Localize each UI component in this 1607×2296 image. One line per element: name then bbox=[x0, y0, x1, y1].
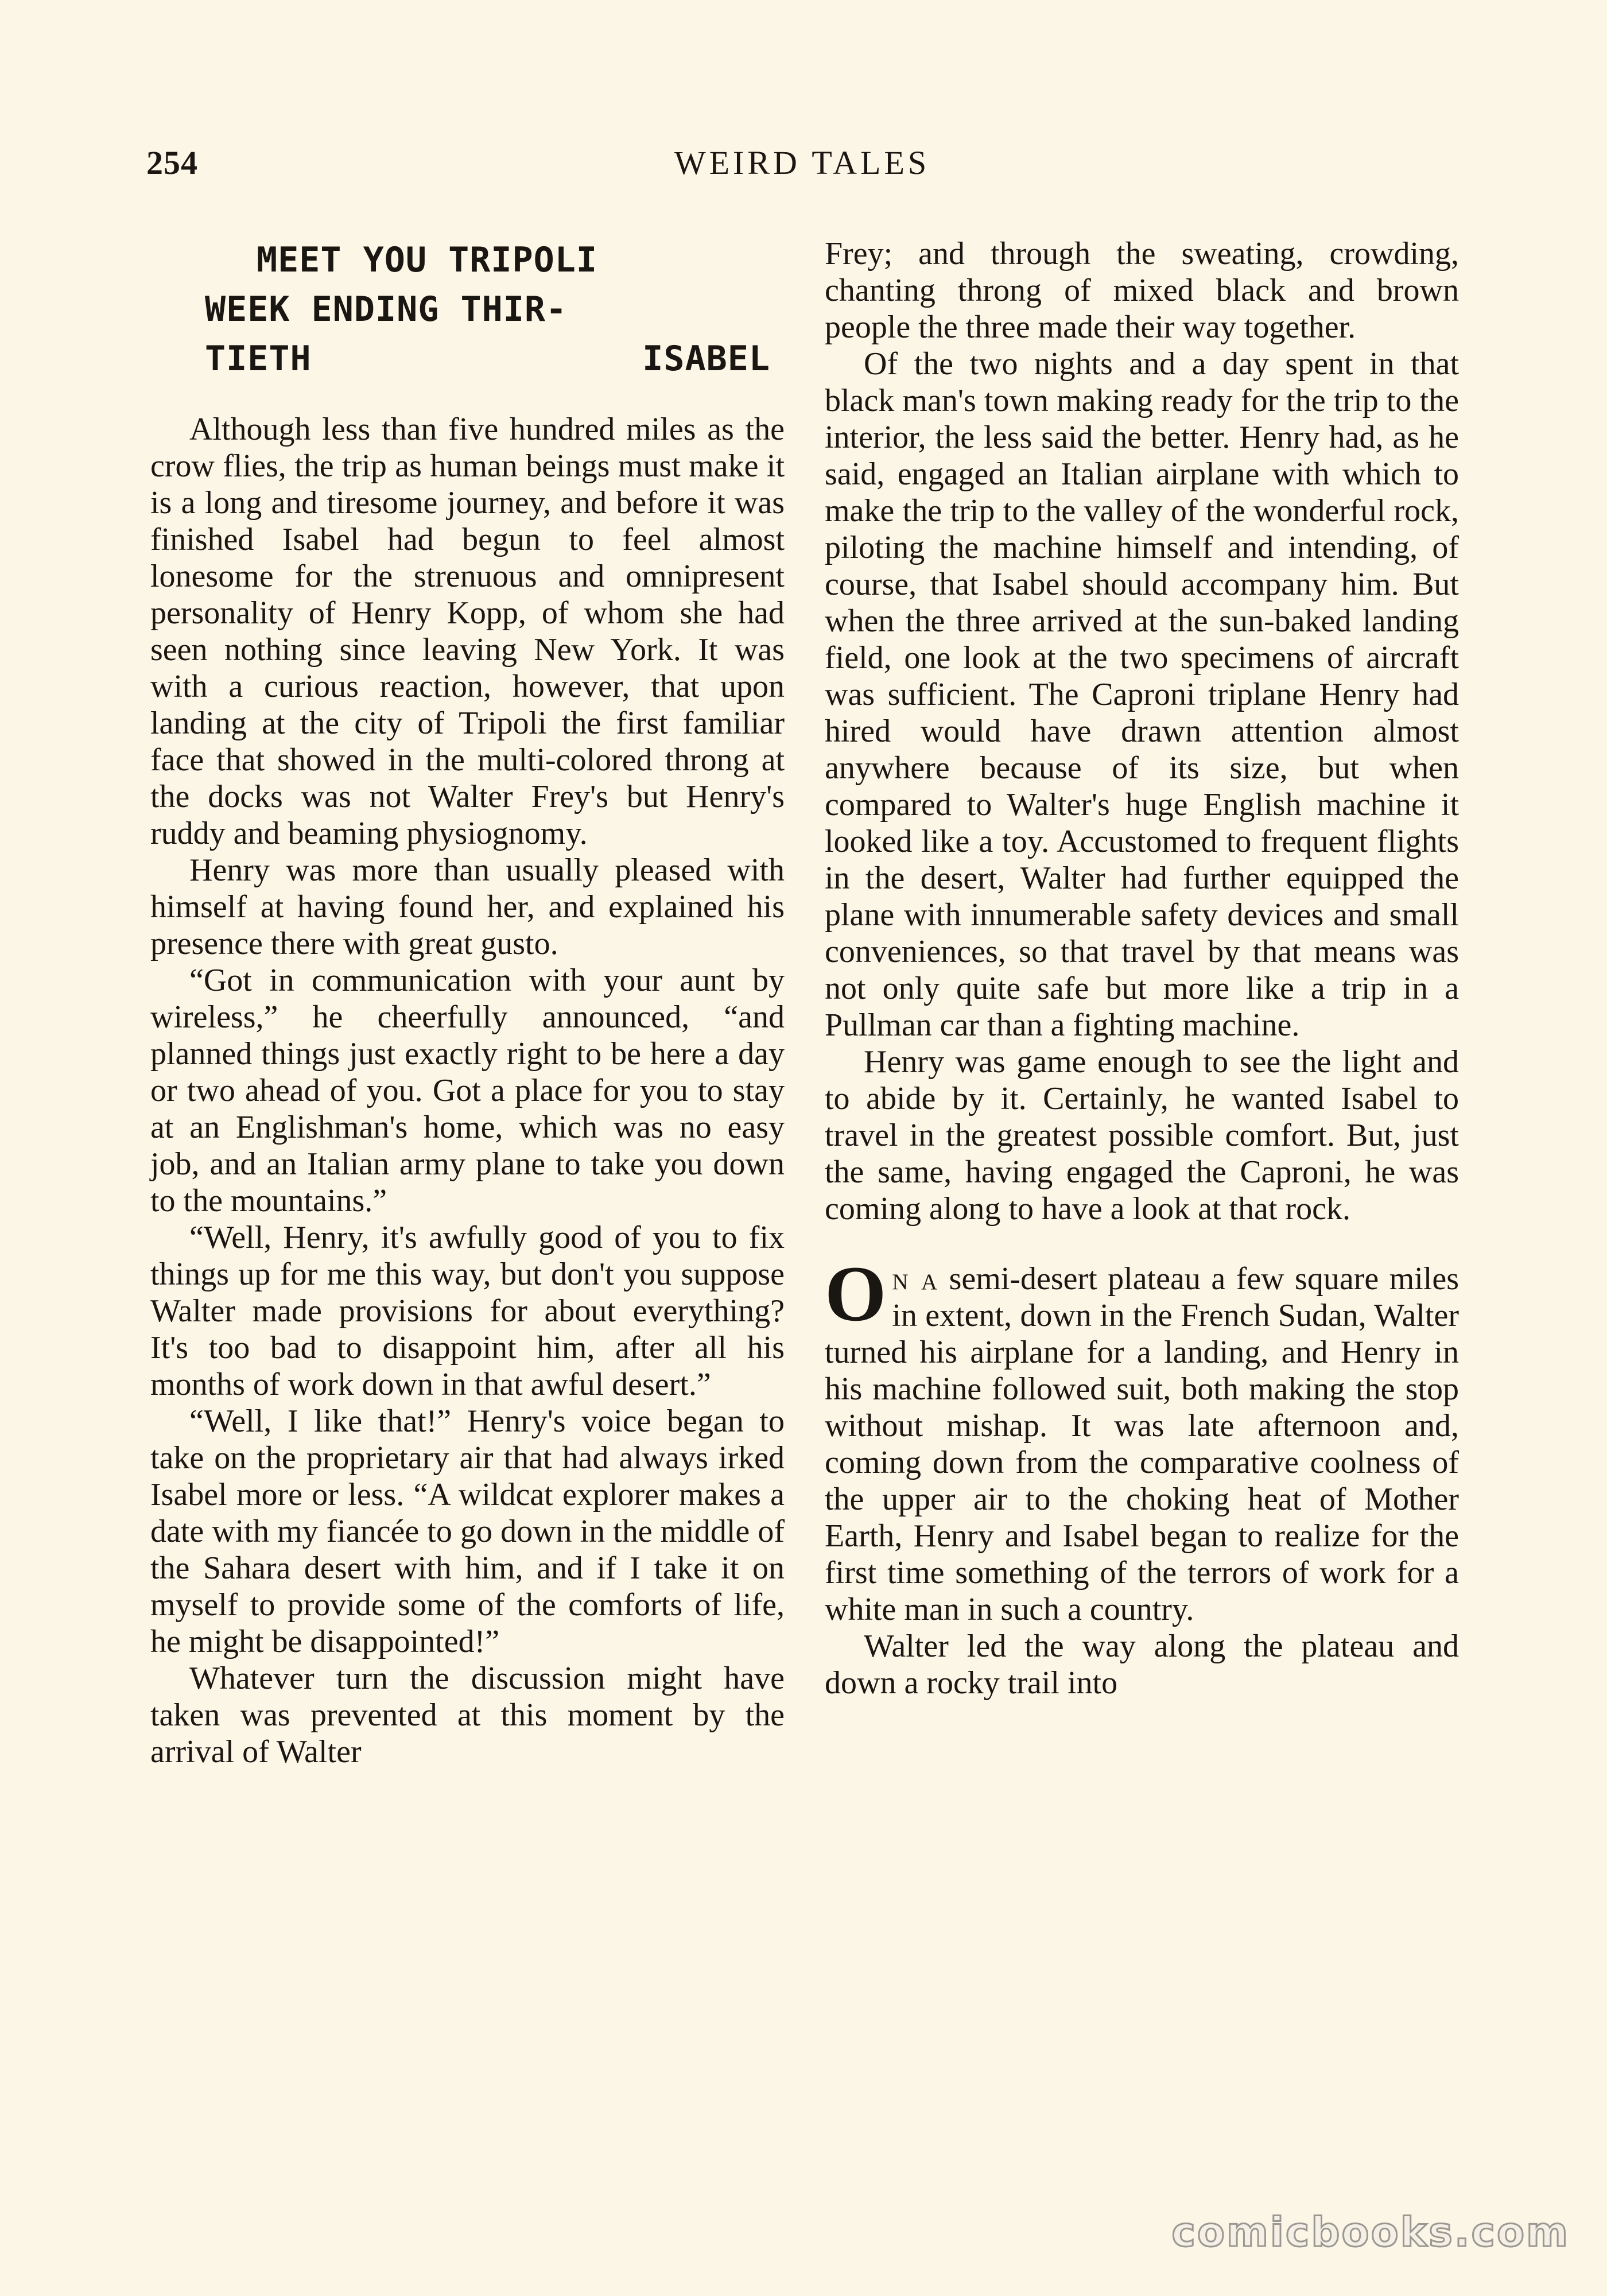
paragraph: “Well, I like that!” Henry's voice began to take on the proprietary air that had always irked Isabel more or less. “A wildcat explorer makes a date with my fiancée to go down in the middle of the Sahara desert with him, and if I take it on myself to provide some of the comforts of life, he might be disappointed!” bbox=[150, 1403, 785, 1659]
watermark: comicbooks.com bbox=[1171, 2209, 1570, 2256]
telegram-line-3-left: TIETH bbox=[205, 339, 312, 379]
paragraph-continued: Frey; and through the sweating, crowding, chanting throng of mixed black and brown people the three made their way together. bbox=[825, 236, 1459, 345]
telegram-line-3 bbox=[150, 334, 785, 383]
paragraph: Henry was more than usually pleased with himself at having found her, and explained his presence there with great gusto. bbox=[150, 852, 785, 961]
paragraph: Walter led the way along the plateau and down a rocky trail into bbox=[825, 1628, 1459, 1701]
paragraph: “Got in communication with your aunt by wireless,” he cheerfully announced, “and planned things just exactly right to be here a day or two ahead of you. Got a place for you to stay at an Englishman's home, which was no easy job, and an Italian army plane to take you down to the mountains.” bbox=[150, 963, 785, 1219]
paragraph: Henry was game enough to see the light and to abide by it. Certainly, he wanted Isabel to travel in the greatest possible comfort. But, just the same, having engaged the Caproni, he was coming along to have a look at that rock. bbox=[825, 1044, 1459, 1227]
paragraph: “Well, Henry, it's awfully good of you to fix things up for me this way, but don't you suppose Walter made provisions for about everything? It's too bad to disappoint him, after all his months of work down in that awful desert.” bbox=[150, 1220, 785, 1402]
paragraph-text: semi-desert plateau a few square miles in extent, down in the French Sudan, Walter turned his airplane for a landing, and Henry in his machine followed suit, both making the stop without mishap. It was late afternoon and, coming down from the comparative coolness of the upper air to the choking heat of Mother Earth, Henry and Isabel began to realize for the first time something of the terrors of work for a white man in such a country. bbox=[825, 1261, 1459, 1627]
paragraph: Although less than five hundred miles as the crow flies, the trip as human beings must make it is a long and tiresome journey, and before it was finished Isabel had begun to feel almost lonesome for the strenuous and omnipresent personality of Henry Kopp, of whom she had seen nothing since leaving New York. It was with a curious reaction, however, that upon landing at the city of Tripoli the first familiar face that showed in the multi-colored throng at the docks was not Walter Frey's but Henry's ruddy and beaming physiognomy. bbox=[150, 412, 785, 851]
magazine-title: WEIRD TALES bbox=[674, 144, 930, 181]
page-number: 254 bbox=[146, 144, 198, 181]
left-column bbox=[150, 235, 785, 1770]
paragraph: Of the two nights and a day spent in that black man's town making ready for the trip to the interior, the less said the better. Henry had, as he said, engaged an Italian airplane with which to make the trip to the valley of the wonderful rock, piloting the machine himself and intending, of course, that Isabel should accompany him. But when the three arrived at the sun-baked landing field, one look at the two specimens of aircraft was sufficient. The Caproni triplane Henry had hired would have drawn attention almost anywhere because of its size, but when compared to Walter's huge English machine it looked like a toy. Accustomed to frequent flights in the desert, Walter had further equipped the plane with innumerable safety devices and small conveniences, so that travel by that means was not only quite safe but more like a trip in a Pullman car than a fighting machine. bbox=[825, 346, 1459, 1043]
paragraph: Whatever turn the discussion might have taken was prevented at this moment by the arrival of Walter bbox=[150, 1661, 785, 1770]
telegram-line-2: WEEK ENDING THIR- bbox=[205, 289, 568, 329]
section-break bbox=[825, 1227, 1459, 1261]
small-caps-lead: n a bbox=[892, 1261, 939, 1297]
telegram-signature: ISABEL bbox=[642, 339, 770, 379]
section-opening-paragraph bbox=[825, 1250, 1459, 1628]
telegram-line-1: MEET YOU TRIPOLI bbox=[257, 240, 597, 280]
page-header bbox=[146, 144, 1458, 189]
right-column bbox=[825, 235, 1459, 1701]
telegram-message bbox=[150, 235, 785, 383]
drop-cap: O bbox=[825, 1250, 887, 1337]
